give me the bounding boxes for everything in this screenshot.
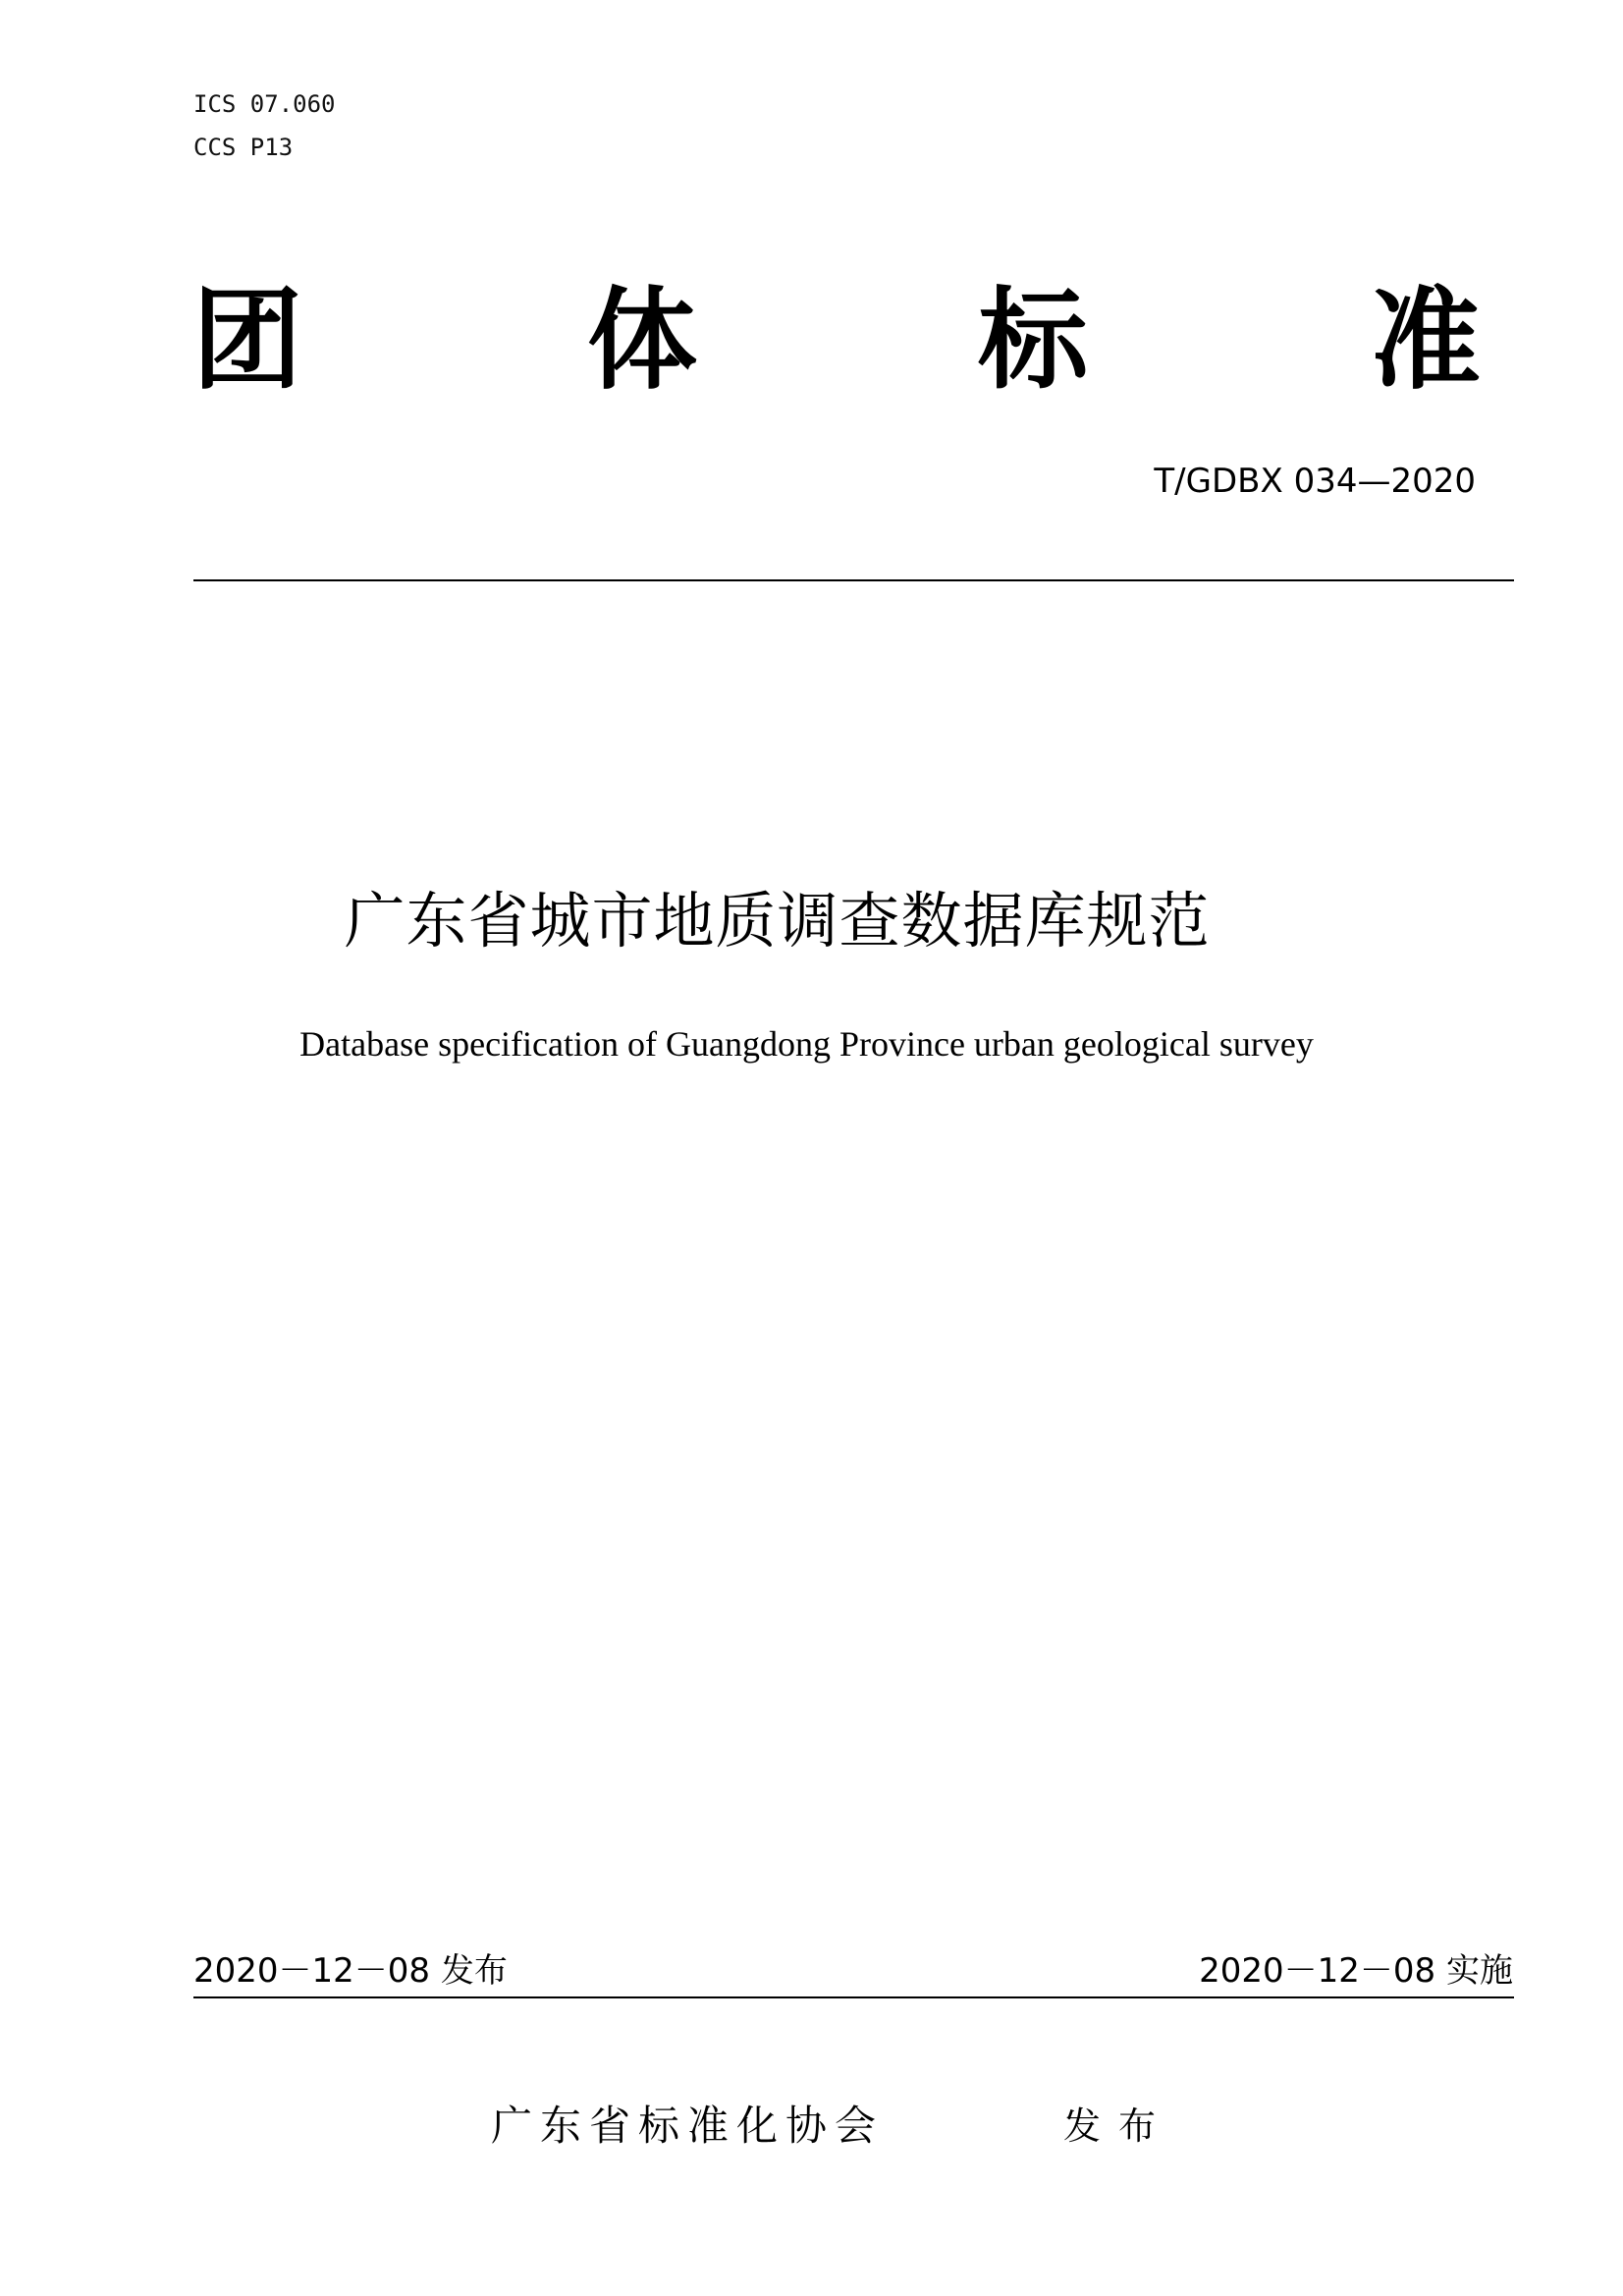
standard-type-char-4: 准 xyxy=(1371,277,1481,405)
footer-divider xyxy=(193,1996,1514,1998)
publish-label: 发布 xyxy=(1063,2105,1174,2148)
ics-code: ICS 07.060 xyxy=(193,90,336,118)
classification-codes xyxy=(193,82,336,169)
publisher-name: 广东省标准化协会 xyxy=(491,2102,885,2150)
header-divider xyxy=(193,579,1514,581)
standard-type-char-2: 体 xyxy=(587,277,697,405)
standard-type-char-1: 团 xyxy=(192,277,302,405)
document-title-english: Database specification of Guangdong Province urban geological survey xyxy=(299,1024,1314,1064)
standard-type-heading xyxy=(192,277,1498,405)
ccs-code: CCS P13 xyxy=(193,134,294,161)
standard-number: T/GDBX 034—2020 xyxy=(1154,462,1476,501)
document-title-chinese: 广东省城市地质调查数据库规范 xyxy=(344,885,1211,957)
implementation-date: 2020－12－08 实施 xyxy=(1199,1951,1513,1991)
issue-date: 2020－12－08 发布 xyxy=(193,1951,508,1991)
standard-type-char-3: 标 xyxy=(978,277,1088,405)
